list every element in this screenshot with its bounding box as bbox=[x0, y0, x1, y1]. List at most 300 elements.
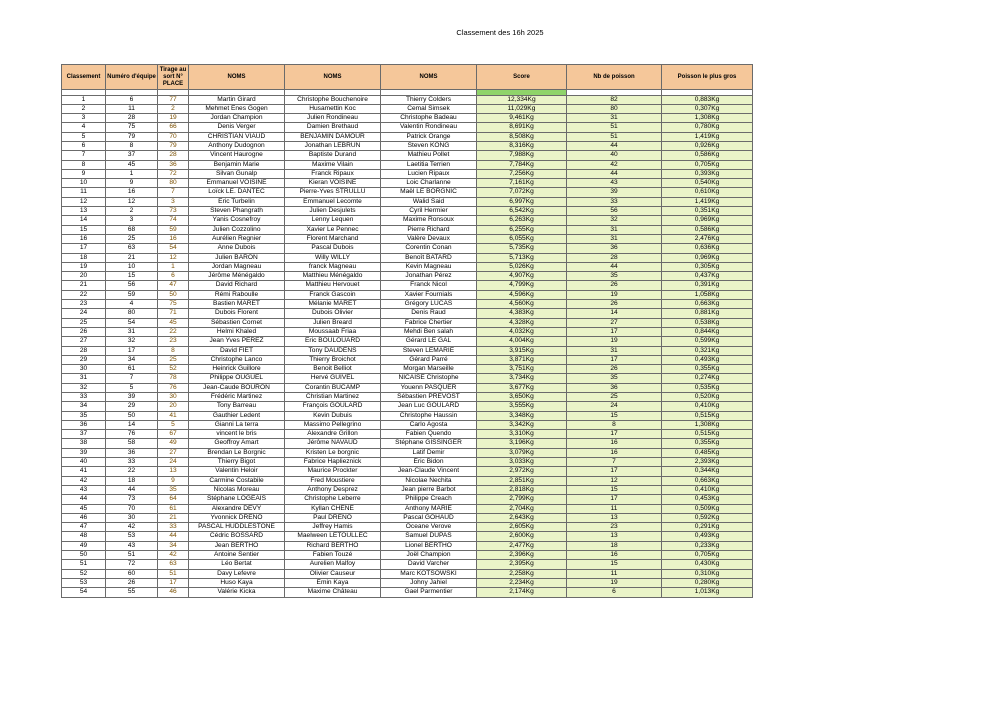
poisson-plus-gros-cell: 0,663Kg bbox=[662, 476, 753, 485]
table-row bbox=[62, 234, 753, 243]
score-cell: 3,033Kg bbox=[477, 458, 567, 467]
tirage-cell: 33 bbox=[158, 523, 189, 532]
nom-2-cell: Damien Brethaud bbox=[285, 123, 381, 132]
nom-3-cell: Jean pierre Barbot bbox=[381, 485, 477, 494]
nom-2-cell: Kevin Dubuis bbox=[285, 411, 381, 420]
nom-3-cell: Johny Jahiel bbox=[381, 578, 477, 587]
nb-poisson-cell: 25 bbox=[567, 393, 662, 402]
score-cell: 4,383Kg bbox=[477, 309, 567, 318]
table-row bbox=[62, 346, 753, 355]
nom-2-cell: Hervé GUIVEL bbox=[285, 374, 381, 383]
nom-1-cell: Benjamin Marie bbox=[189, 160, 285, 169]
table-row bbox=[62, 132, 753, 141]
nom-2-cell: Willy WILLY bbox=[285, 253, 381, 262]
nom-3-cell: Valère Devaux bbox=[381, 234, 477, 243]
tirage-cell: 7 bbox=[158, 188, 189, 197]
nom-1-cell: Jean-Caude BOURON bbox=[189, 383, 285, 392]
tirage-cell: 34 bbox=[158, 541, 189, 550]
poisson-plus-gros-cell: 1,308Kg bbox=[662, 114, 753, 123]
numero-equipe-cell: 25 bbox=[106, 234, 158, 243]
nom-1-cell: David Richard bbox=[189, 281, 285, 290]
tirage-cell: 74 bbox=[158, 216, 189, 225]
table-row bbox=[62, 253, 753, 262]
tirage-cell: 80 bbox=[158, 179, 189, 188]
score-cell: 2,396Kg bbox=[477, 551, 567, 560]
nom-1-cell: Valentin Heloir bbox=[189, 467, 285, 476]
numero-equipe-cell: 9 bbox=[106, 179, 158, 188]
nom-2-cell: Kieran VOISINE bbox=[285, 179, 381, 188]
poisson-plus-gros-cell: 0,437Kg bbox=[662, 272, 753, 281]
score-cell: 8,316Kg bbox=[477, 141, 567, 150]
classement-cell: 10 bbox=[62, 179, 106, 188]
table-row bbox=[62, 383, 753, 392]
table-row bbox=[62, 225, 753, 234]
classement-cell: 17 bbox=[62, 244, 106, 253]
header-tirage: Tirage au sort N° PLACE bbox=[158, 65, 189, 90]
table-row bbox=[62, 309, 753, 318]
nom-2-cell: Baptiste Durand bbox=[285, 151, 381, 160]
table-row bbox=[62, 123, 753, 132]
nom-2-cell: Paul DRENO bbox=[285, 513, 381, 522]
tirage-cell: 5 bbox=[158, 420, 189, 429]
table-row bbox=[62, 439, 753, 448]
nb-poisson-cell: 11 bbox=[567, 504, 662, 513]
classement-cell: 32 bbox=[62, 383, 106, 392]
nom-1-cell: Yanis Cosnefroy bbox=[189, 216, 285, 225]
classement-cell: 43 bbox=[62, 485, 106, 494]
nom-2-cell: Fred Moustiere bbox=[285, 476, 381, 485]
nom-3-cell: Gael Parmentier bbox=[381, 588, 477, 597]
tirage-cell: 2 bbox=[158, 104, 189, 113]
nb-poisson-cell: 40 bbox=[567, 151, 662, 160]
table-row bbox=[62, 365, 753, 374]
table-row bbox=[62, 495, 753, 504]
nb-poisson-cell: 8 bbox=[567, 420, 662, 429]
classement-cell: 46 bbox=[62, 513, 106, 522]
table-row bbox=[62, 300, 753, 309]
nom-2-cell: Franck Gascoin bbox=[285, 290, 381, 299]
classement-cell: 47 bbox=[62, 523, 106, 532]
table-row bbox=[62, 318, 753, 327]
classement-cell: 2 bbox=[62, 104, 106, 113]
nb-poisson-cell: 15 bbox=[567, 560, 662, 569]
numero-equipe-cell: 55 bbox=[106, 588, 158, 597]
tirage-cell: 52 bbox=[158, 365, 189, 374]
nb-poisson-cell: 31 bbox=[567, 346, 662, 355]
nb-poisson-cell: 42 bbox=[567, 160, 662, 169]
classement-cell: 8 bbox=[62, 160, 106, 169]
nom-2-cell: Christian Martinez bbox=[285, 393, 381, 402]
numero-equipe-cell: 3 bbox=[106, 216, 158, 225]
nom-1-cell: Dubois Florent bbox=[189, 309, 285, 318]
nom-2-cell: Alexandre Grillon bbox=[285, 430, 381, 439]
poisson-plus-gros-cell: 0,493Kg bbox=[662, 355, 753, 364]
score-cell: 3,348Kg bbox=[477, 411, 567, 420]
tirage-cell: 59 bbox=[158, 225, 189, 234]
poisson-plus-gros-cell: 0,305Kg bbox=[662, 262, 753, 271]
nom-3-cell: Philippe Creach bbox=[381, 495, 477, 504]
classement-cell: 49 bbox=[62, 541, 106, 550]
tirage-cell: 21 bbox=[158, 513, 189, 522]
poisson-plus-gros-cell: 2,393Kg bbox=[662, 458, 753, 467]
score-cell: 3,310Kg bbox=[477, 430, 567, 439]
tirage-cell: 78 bbox=[158, 374, 189, 383]
table-row bbox=[62, 262, 753, 271]
nb-poisson-cell: 14 bbox=[567, 309, 662, 318]
score-cell: 8,508Kg bbox=[477, 132, 567, 141]
table-row bbox=[62, 430, 753, 439]
numero-equipe-cell: 29 bbox=[106, 402, 158, 411]
classement-cell: 36 bbox=[62, 420, 106, 429]
page-title: Classement des 16h 2025 bbox=[456, 28, 544, 37]
classement-cell: 4 bbox=[62, 123, 106, 132]
score-cell: 11,029Kg bbox=[477, 104, 567, 113]
nb-poisson-cell: 35 bbox=[567, 374, 662, 383]
numero-equipe-cell: 45 bbox=[106, 160, 158, 169]
tirage-cell: 8 bbox=[158, 346, 189, 355]
nb-poisson-cell: 28 bbox=[567, 253, 662, 262]
numero-equipe-cell: 75 bbox=[106, 123, 158, 132]
nom-3-cell: Walid Said bbox=[381, 197, 477, 206]
poisson-plus-gros-cell: 0,410Kg bbox=[662, 485, 753, 494]
classement-cell: 33 bbox=[62, 393, 106, 402]
nom-3-cell: Jean-Claude Vincent bbox=[381, 467, 477, 476]
nom-1-cell: Gauthier Ledent bbox=[189, 411, 285, 420]
nom-3-cell: Sébastien PREVOST bbox=[381, 393, 477, 402]
table-row bbox=[62, 560, 753, 569]
classement-cell: 38 bbox=[62, 439, 106, 448]
numero-equipe-cell: 12 bbox=[106, 197, 158, 206]
table-row bbox=[62, 114, 753, 123]
numero-equipe-cell: 59 bbox=[106, 290, 158, 299]
nom-1-cell: Léo Bertat bbox=[189, 560, 285, 569]
nom-3-cell: Nicolae Nechita bbox=[381, 476, 477, 485]
tirage-cell: 44 bbox=[158, 532, 189, 541]
nb-poisson-cell: 12 bbox=[567, 476, 662, 485]
nom-3-cell: Christophe Badeau bbox=[381, 114, 477, 123]
tirage-cell: 71 bbox=[158, 309, 189, 318]
classement-cell: 44 bbox=[62, 495, 106, 504]
nom-3-cell: Fabrice Chertier bbox=[381, 318, 477, 327]
table-row bbox=[62, 355, 753, 364]
tirage-cell: 76 bbox=[158, 383, 189, 392]
classement-cell: 29 bbox=[62, 355, 106, 364]
classement-cell: 30 bbox=[62, 365, 106, 374]
nom-3-cell: Morgan Marseille bbox=[381, 365, 477, 374]
nom-2-cell: Aurelien Malfoy bbox=[285, 560, 381, 569]
nom-1-cell: Denis Verger bbox=[189, 123, 285, 132]
nom-1-cell: Thierry Bigot bbox=[189, 458, 285, 467]
table-row bbox=[62, 569, 753, 578]
table-row bbox=[62, 374, 753, 383]
nom-1-cell: David FIET bbox=[189, 346, 285, 355]
nom-3-cell: Mehdi Ben salah bbox=[381, 327, 477, 336]
nb-poisson-cell: 17 bbox=[567, 495, 662, 504]
nb-poisson-cell: 17 bbox=[567, 430, 662, 439]
nom-2-cell: BENJAMIN DAMOUR bbox=[285, 132, 381, 141]
nom-2-cell: Maurice Prockter bbox=[285, 467, 381, 476]
tirage-cell: 36 bbox=[158, 160, 189, 169]
table-row bbox=[62, 485, 753, 494]
poisson-plus-gros-cell: 0,705Kg bbox=[662, 160, 753, 169]
nom-1-cell: Julien Cozzolino bbox=[189, 225, 285, 234]
classement-cell: 51 bbox=[62, 560, 106, 569]
score-cell: 2,600Kg bbox=[477, 532, 567, 541]
poisson-plus-gros-cell: 0,599Kg bbox=[662, 337, 753, 346]
score-cell: 3,734Kg bbox=[477, 374, 567, 383]
results-body bbox=[62, 90, 753, 598]
header-row bbox=[62, 65, 753, 90]
classement-cell: 1 bbox=[62, 95, 106, 104]
tirage-cell: 45 bbox=[158, 318, 189, 327]
score-cell: 2,851Kg bbox=[477, 476, 567, 485]
poisson-plus-gros-cell: 0,969Kg bbox=[662, 216, 753, 225]
score-cell: 3,196Kg bbox=[477, 439, 567, 448]
poisson-plus-gros-cell: 0,586Kg bbox=[662, 151, 753, 160]
classement-cell: 31 bbox=[62, 374, 106, 383]
nom-3-cell: Joël Champion bbox=[381, 551, 477, 560]
tirage-cell: 66 bbox=[158, 123, 189, 132]
score-cell: 2,818Kg bbox=[477, 485, 567, 494]
nom-1-cell: Jordan Champion bbox=[189, 114, 285, 123]
numero-equipe-cell: 80 bbox=[106, 309, 158, 318]
tirage-cell: 51 bbox=[158, 569, 189, 578]
numero-equipe-cell: 39 bbox=[106, 393, 158, 402]
score-cell: 2,704Kg bbox=[477, 504, 567, 513]
nom-2-cell: Corantin BUCAMP bbox=[285, 383, 381, 392]
tirage-cell: 27 bbox=[158, 448, 189, 457]
nom-3-cell: Corentin Conan bbox=[381, 244, 477, 253]
header-numero-equipe: Numéro d'équipe bbox=[106, 65, 158, 90]
poisson-plus-gros-cell: 0,969Kg bbox=[662, 253, 753, 262]
poisson-plus-gros-cell: 0,610Kg bbox=[662, 188, 753, 197]
numero-equipe-cell: 7 bbox=[106, 374, 158, 383]
numero-equipe-cell: 30 bbox=[106, 513, 158, 522]
tirage-cell: 24 bbox=[158, 458, 189, 467]
classement-cell: 40 bbox=[62, 458, 106, 467]
nom-2-cell: Julien Breard bbox=[285, 318, 381, 327]
nom-3-cell: Lucien Ripaux bbox=[381, 169, 477, 178]
table-row bbox=[62, 467, 753, 476]
header-nb-poisson: Nb de poisson bbox=[567, 65, 662, 90]
nom-1-cell: Christophe Lanco bbox=[189, 355, 285, 364]
score-cell: 2,643Kg bbox=[477, 513, 567, 522]
nb-poisson-cell: 82 bbox=[567, 95, 662, 104]
score-cell: 3,677Kg bbox=[477, 383, 567, 392]
classement-cell: 37 bbox=[62, 430, 106, 439]
table-row bbox=[62, 411, 753, 420]
poisson-plus-gros-cell: 0,520Kg bbox=[662, 393, 753, 402]
nb-poisson-cell: 19 bbox=[567, 290, 662, 299]
nom-3-cell: Stéphane GISSINGER bbox=[381, 439, 477, 448]
nb-poisson-cell: 13 bbox=[567, 513, 662, 522]
table-row bbox=[62, 188, 753, 197]
nb-poisson-cell: 18 bbox=[567, 541, 662, 550]
numero-equipe-cell: 11 bbox=[106, 104, 158, 113]
classement-cell: 21 bbox=[62, 281, 106, 290]
table-row bbox=[62, 541, 753, 550]
numero-equipe-cell: 56 bbox=[106, 281, 158, 290]
tirage-cell: 22 bbox=[158, 327, 189, 336]
nom-1-cell: Jean Yves PEREZ bbox=[189, 337, 285, 346]
header-noms-3: NOMS bbox=[381, 65, 477, 90]
nom-3-cell: David Varcher bbox=[381, 560, 477, 569]
score-cell: 3,871Kg bbox=[477, 355, 567, 364]
tirage-cell: 61 bbox=[158, 504, 189, 513]
poisson-plus-gros-cell: 0,540Kg bbox=[662, 179, 753, 188]
nom-2-cell: Husamettin Koc bbox=[285, 104, 381, 113]
score-cell: 8,691Kg bbox=[477, 123, 567, 132]
table-row bbox=[62, 290, 753, 299]
nom-2-cell: Florent Marchand bbox=[285, 234, 381, 243]
classement-cell: 52 bbox=[62, 569, 106, 578]
table-row bbox=[62, 532, 753, 541]
score-cell: 6,542Kg bbox=[477, 207, 567, 216]
score-cell: 6,055Kg bbox=[477, 234, 567, 243]
nom-1-cell: Rémi Raboulle bbox=[189, 290, 285, 299]
nom-2-cell: François GOULARD bbox=[285, 402, 381, 411]
score-cell: 3,915Kg bbox=[477, 346, 567, 355]
nom-2-cell: Christophe Leberre bbox=[285, 495, 381, 504]
nom-3-cell: Gérard Parré bbox=[381, 355, 477, 364]
classement-cell: 24 bbox=[62, 309, 106, 318]
nom-3-cell: Denis Raud bbox=[381, 309, 477, 318]
poisson-plus-gros-cell: 0,663Kg bbox=[662, 300, 753, 309]
poisson-plus-gros-cell: 0,351Kg bbox=[662, 207, 753, 216]
poisson-plus-gros-cell: 0,391Kg bbox=[662, 281, 753, 290]
nom-1-cell: Julien BARON bbox=[189, 253, 285, 262]
numero-equipe-cell: 58 bbox=[106, 439, 158, 448]
classement-cell: 9 bbox=[62, 169, 106, 178]
numero-equipe-cell: 21 bbox=[106, 253, 158, 262]
nb-poisson-cell: 6 bbox=[567, 588, 662, 597]
nom-3-cell: Jonathan Pérez bbox=[381, 272, 477, 281]
nom-1-cell: Carmine Costabile bbox=[189, 476, 285, 485]
tirage-cell: 67 bbox=[158, 430, 189, 439]
numero-equipe-cell: 18 bbox=[106, 476, 158, 485]
numero-equipe-cell: 26 bbox=[106, 578, 158, 587]
nom-3-cell: Steven LEMARIE bbox=[381, 346, 477, 355]
tirage-cell: 12 bbox=[158, 253, 189, 262]
nom-1-cell: Valérie Kicka bbox=[189, 588, 285, 597]
table-row bbox=[62, 402, 753, 411]
nb-poisson-cell: 11 bbox=[567, 569, 662, 578]
nb-poisson-cell: 36 bbox=[567, 244, 662, 253]
score-cell: 2,234Kg bbox=[477, 578, 567, 587]
numero-equipe-cell: 32 bbox=[106, 337, 158, 346]
numero-equipe-cell: 6 bbox=[106, 95, 158, 104]
score-cell: 9,461Kg bbox=[477, 114, 567, 123]
tirage-cell: 47 bbox=[158, 281, 189, 290]
poisson-plus-gros-cell: 0,307Kg bbox=[662, 104, 753, 113]
table-row bbox=[62, 523, 753, 532]
nom-1-cell: Martin Girard bbox=[189, 95, 285, 104]
nom-3-cell: Fabien Quendo bbox=[381, 430, 477, 439]
tirage-cell: 41 bbox=[158, 411, 189, 420]
nom-2-cell: Franck Ripaux bbox=[285, 169, 381, 178]
nom-2-cell: Matthieu Ménégaldo bbox=[285, 272, 381, 281]
tirage-cell: 73 bbox=[158, 207, 189, 216]
poisson-plus-gros-cell: 0,881Kg bbox=[662, 309, 753, 318]
classement-cell: 34 bbox=[62, 402, 106, 411]
nom-2-cell: Mélanie MARET bbox=[285, 300, 381, 309]
numero-equipe-cell: 17 bbox=[106, 346, 158, 355]
tirage-cell: 75 bbox=[158, 300, 189, 309]
header-noms-1: NOMS bbox=[189, 65, 285, 90]
numero-equipe-cell: 61 bbox=[106, 365, 158, 374]
nom-1-cell: Heinrick Guillore bbox=[189, 365, 285, 374]
classement-cell: 23 bbox=[62, 300, 106, 309]
score-cell: 7,988Kg bbox=[477, 151, 567, 160]
score-cell: 4,560Kg bbox=[477, 300, 567, 309]
classement-cell: 22 bbox=[62, 290, 106, 299]
table-row bbox=[62, 513, 753, 522]
nom-1-cell: Loïck LE. DANTEC bbox=[189, 188, 285, 197]
classement-cell: 39 bbox=[62, 448, 106, 457]
tirage-cell: 16 bbox=[158, 234, 189, 243]
poisson-plus-gros-cell: 0,233Kg bbox=[662, 541, 753, 550]
numero-equipe-cell: 14 bbox=[106, 420, 158, 429]
numero-equipe-cell: 28 bbox=[106, 114, 158, 123]
score-cell: 4,328Kg bbox=[477, 318, 567, 327]
poisson-plus-gros-cell: 0,883Kg bbox=[662, 95, 753, 104]
nom-2-cell: Lenny Lequen bbox=[285, 216, 381, 225]
nom-1-cell: Steven Phangrath bbox=[189, 207, 285, 216]
nom-2-cell: Emmanuel Lecomte bbox=[285, 197, 381, 206]
nb-poisson-cell: 17 bbox=[567, 355, 662, 364]
nom-2-cell: Eric BOULOUARD bbox=[285, 337, 381, 346]
nom-1-cell: Vincent Haurogne bbox=[189, 151, 285, 160]
score-cell: 6,997Kg bbox=[477, 197, 567, 206]
nom-1-cell: Stéphane LOGEAIS bbox=[189, 495, 285, 504]
nom-2-cell: Kristen Le borgnic bbox=[285, 448, 381, 457]
numero-equipe-cell: 53 bbox=[106, 532, 158, 541]
table-row bbox=[62, 151, 753, 160]
tirage-cell: 28 bbox=[158, 151, 189, 160]
table-row bbox=[62, 216, 753, 225]
nom-3-cell: Cemal Simsek bbox=[381, 104, 477, 113]
poisson-plus-gros-cell: 0,280Kg bbox=[662, 578, 753, 587]
table-row bbox=[62, 272, 753, 281]
tirage-cell: 17 bbox=[158, 578, 189, 587]
nom-1-cell: Nicolas Moreau bbox=[189, 485, 285, 494]
nom-3-cell: Lionel BERTHO bbox=[381, 541, 477, 550]
numero-equipe-cell: 10 bbox=[106, 262, 158, 271]
nb-poisson-cell: 13 bbox=[567, 532, 662, 541]
nb-poisson-cell: 44 bbox=[567, 169, 662, 178]
table-row bbox=[62, 578, 753, 587]
score-cell: 7,161Kg bbox=[477, 179, 567, 188]
nom-2-cell: Massimo Pellegrino bbox=[285, 420, 381, 429]
score-cell: 2,477Kg bbox=[477, 541, 567, 550]
table-row bbox=[62, 169, 753, 178]
nb-poisson-cell: 31 bbox=[567, 225, 662, 234]
poisson-plus-gros-cell: 0,453Kg bbox=[662, 495, 753, 504]
numero-equipe-cell: 37 bbox=[106, 151, 158, 160]
nom-3-cell: Franck Nicol bbox=[381, 281, 477, 290]
nom-1-cell: Aurélien Regnier bbox=[189, 234, 285, 243]
classement-cell: 19 bbox=[62, 262, 106, 271]
nom-3-cell: Steven KONG bbox=[381, 141, 477, 150]
nb-poisson-cell: 26 bbox=[567, 300, 662, 309]
nb-poisson-cell: 16 bbox=[567, 448, 662, 457]
nom-3-cell: Xavier Fournials bbox=[381, 290, 477, 299]
poisson-plus-gros-cell: 1,419Kg bbox=[662, 132, 753, 141]
nom-3-cell: Thierry Colders bbox=[381, 95, 477, 104]
nom-2-cell: Dubois Olivier bbox=[285, 309, 381, 318]
numero-equipe-cell: 33 bbox=[106, 458, 158, 467]
nb-poisson-cell: 56 bbox=[567, 207, 662, 216]
